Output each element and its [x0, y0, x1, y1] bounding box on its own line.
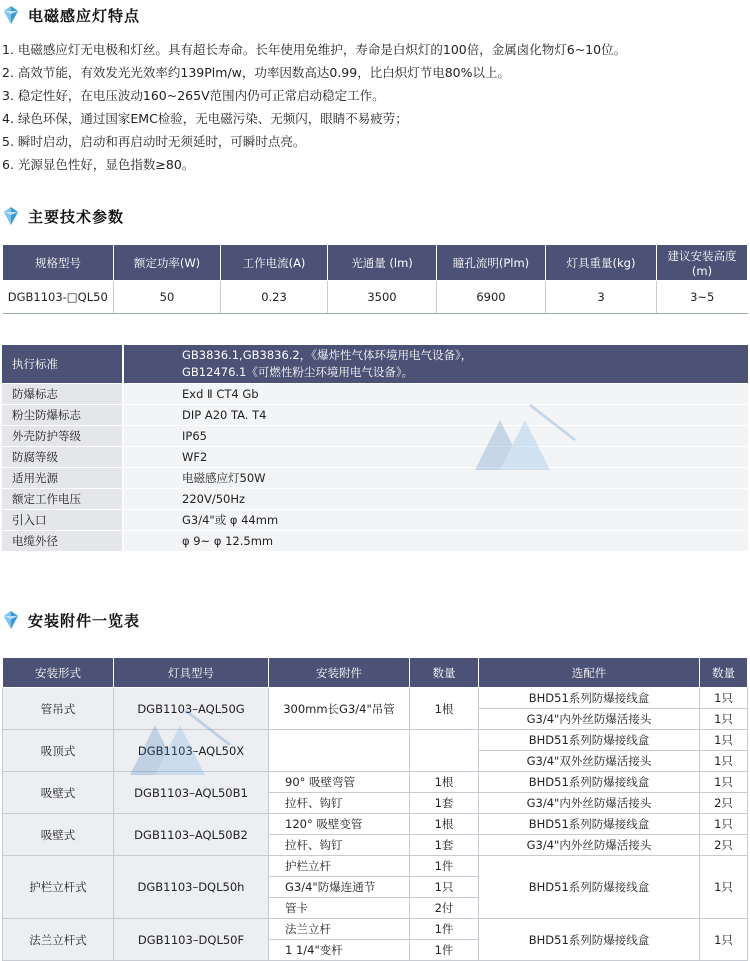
features-list: [2, 38, 742, 176]
standard-value: φ 9~ φ 12.5mm: [123, 531, 748, 552]
standard-key: 执行标准: [2, 345, 123, 384]
feature-item: 4. 绿色环保，通过国家EMC检验，无电磁污染、无频闪，眼睛不易疲劳；: [2, 111, 408, 126]
install-form: 管吊式: [3, 688, 114, 730]
install-form: 吸壁式: [3, 814, 114, 856]
option-qty: 1只: [700, 730, 748, 751]
table-row: [3, 814, 748, 835]
option-qty: 1只: [700, 814, 748, 835]
column-header: 额定功率(W): [114, 245, 221, 281]
fitting-qty: 1根: [410, 814, 479, 835]
lamp-model: DGB1103–AQL50X: [114, 730, 269, 772]
table-cell: 3: [546, 281, 657, 314]
table-row: [2, 468, 748, 489]
diamond-icon: [2, 5, 20, 25]
fitting-qty: 1根: [410, 688, 479, 730]
fitting-qty: 1件: [410, 919, 479, 940]
table-cell: 0.23: [221, 281, 328, 314]
fitting-name: G3/4"防爆连通节: [269, 877, 410, 898]
fitting-qty: 1件: [410, 856, 479, 877]
standard-key: 引入口: [2, 510, 123, 531]
column-header: 灯具重量(kg): [546, 245, 657, 281]
column-header: 安装附件: [269, 658, 410, 688]
lamp-model: DGB1103–DQL50F: [114, 919, 269, 961]
option-qty: 1只: [700, 856, 748, 919]
option-qty: 2只: [700, 835, 748, 856]
standard-value: DIP A20 TA. T4: [123, 405, 748, 426]
feature-item: 3. 稳定性好，在电压波动160~265V范围内仍可正常启动稳定工作。: [2, 88, 385, 103]
standard-key: 适用光源: [2, 468, 123, 489]
fitting-name: 护栏立杆: [269, 856, 410, 877]
fitting-qty: [410, 730, 479, 772]
lamp-model: DGB1103–AQL50B2: [114, 814, 269, 856]
install-form: 吸壁式: [3, 772, 114, 814]
install-form: 法兰立杆式: [3, 919, 114, 961]
option-name: BHD51系列防爆接线盒: [479, 772, 700, 793]
column-header: 数量: [700, 658, 748, 688]
fitting-name: 拉杆、钩钉: [269, 793, 410, 814]
table-row: [2, 384, 748, 405]
option-qty: 1只: [700, 688, 748, 709]
features-section-heading: [0, 2, 140, 28]
option-name: G3/4"内外丝防爆活接头: [479, 793, 700, 814]
standard-value: Exd Ⅱ CT4 Gb: [123, 384, 748, 405]
table-cell: 6900: [437, 281, 546, 314]
column-header: 灯具型号: [114, 658, 269, 688]
column-header: 建议安装高度(m): [657, 245, 748, 281]
option-qty: 1只: [700, 751, 748, 772]
option-qty: 1只: [700, 772, 748, 793]
column-header: 瞳孔流明(Plm): [437, 245, 546, 281]
table-row: [2, 489, 748, 510]
standard-value: IP65: [123, 426, 748, 447]
option-name: BHD51系列防爆接线盒: [479, 919, 700, 961]
fitting-name: [269, 730, 410, 772]
option-name: BHD51系列防爆接线盒: [479, 814, 700, 835]
option-name: G3/4"双外丝防爆活接头: [479, 751, 700, 772]
column-header: 光通量 (lm): [328, 245, 437, 281]
column-header: 工作电流(A): [221, 245, 328, 281]
feature-item: 2. 高效节能，有效发光光效率约139Plm/w，功率因数高达0.99，比白炽灯节电80%以上。: [2, 65, 510, 80]
table-row: [3, 856, 748, 877]
option-name: G3/4"内外丝防爆活接头: [479, 835, 700, 856]
table-row: [3, 281, 748, 314]
feature-item: 6. 光源显色性好，显色指数≥80。: [2, 157, 195, 172]
column-header: 安装形式: [3, 658, 114, 688]
table-cell: DGB1103-□QL50: [3, 281, 114, 314]
table-row: [2, 345, 748, 384]
lamp-model: DGB1103–AQL50G: [114, 688, 269, 730]
fitting-name: 300mm长G3/4"吊管: [269, 688, 410, 730]
accessories-header-row: [3, 658, 748, 688]
column-header: 选配件: [479, 658, 700, 688]
option-name: BHD51系列防爆接线盒: [479, 730, 700, 751]
fitting-qty: 1只: [410, 877, 479, 898]
standard-value-line: GB3836.1,GB3836.2，《爆炸性气体环境用电气设备》，: [182, 348, 473, 362]
standard-key: 防爆标志: [2, 384, 123, 405]
table-row: [3, 919, 748, 940]
table-row: [2, 426, 748, 447]
option-qty: 1只: [700, 709, 748, 730]
specs-title: 主要技术参数: [28, 207, 125, 226]
table-row: [2, 510, 748, 531]
fitting-name: 拉杆、钩钉: [269, 835, 410, 856]
option-qty: 2只: [700, 793, 748, 814]
specs-section-heading: [0, 203, 124, 229]
accessories-table: [2, 657, 748, 961]
standard-value: G3/4"或 φ 44mm: [123, 510, 748, 531]
option-qty: 1只: [700, 919, 748, 961]
table-row: [2, 531, 748, 552]
feature-item: 5. 瞬时启动，启动和再启动时无须延时，可瞬时点亮。: [2, 134, 306, 149]
diamond-icon: [2, 610, 20, 630]
table-cell: 3500: [328, 281, 437, 314]
table-row: [3, 772, 748, 793]
standard-key: 防腐等级: [2, 447, 123, 468]
accessories-section-heading: [0, 607, 140, 633]
table-row: [2, 405, 748, 426]
fitting-qty: 2付: [410, 898, 479, 919]
diamond-icon: [2, 206, 20, 226]
standard-value: WF2: [123, 447, 748, 468]
fitting-name: 管卡: [269, 898, 410, 919]
option-name: BHD51系列防爆接线盒: [479, 688, 700, 709]
column-header: 数量: [410, 658, 479, 688]
option-name: BHD51系列防爆接线盒: [479, 856, 700, 919]
standard-key: 电缆外径: [2, 531, 123, 552]
column-header: 规格型号: [3, 245, 114, 281]
standard-key: 粉尘防爆标志: [2, 405, 123, 426]
fitting-qty: 1套: [410, 835, 479, 856]
fitting-qty: 1套: [410, 793, 479, 814]
install-form: 吸顶式: [3, 730, 114, 772]
standard-key: 外壳防护等级: [2, 426, 123, 447]
install-form: 护栏立杆式: [3, 856, 114, 919]
standard-value: 电磁感应灯50W: [123, 468, 748, 489]
standard-value-line: GB12476.1《可燃性粉尘环境用电气设备》。: [182, 365, 414, 379]
fitting-name: 法兰立杆: [269, 919, 410, 940]
table-cell: 50: [114, 281, 221, 314]
table-row: [3, 730, 748, 751]
lamp-model: DGB1103–DQL50h: [114, 856, 269, 919]
table-cell: 3~5: [657, 281, 748, 314]
fitting-qty: 1根: [410, 772, 479, 793]
fitting-name: 1 1/4"变杆: [269, 940, 410, 961]
standards-table: [2, 345, 748, 552]
table-row: [3, 688, 748, 709]
standard-value: 220V/50Hz: [123, 489, 748, 510]
feature-item: 1. 电磁感应灯无电极和灯丝。具有超长寿命。长年使用免维护，寿命是白炽灯的100倍，金属卤化物灯6~10位。: [2, 42, 627, 57]
fitting-name: 120° 吸壁变管: [269, 814, 410, 835]
fitting-name: 90° 吸壁弯管: [269, 772, 410, 793]
standard-value: [123, 345, 748, 384]
table-row: [2, 447, 748, 468]
specs-header-row: [3, 245, 748, 281]
specs-table: [2, 244, 748, 314]
fitting-qty: 1件: [410, 940, 479, 961]
accessories-title: 安装附件一览表: [28, 611, 141, 630]
option-name: G3/4"内外丝防爆活接头: [479, 709, 700, 730]
standard-key: 额定工作电压: [2, 489, 123, 510]
features-title: 电磁感应灯特点: [28, 6, 141, 25]
lamp-model: DGB1103–AQL50B1: [114, 772, 269, 814]
